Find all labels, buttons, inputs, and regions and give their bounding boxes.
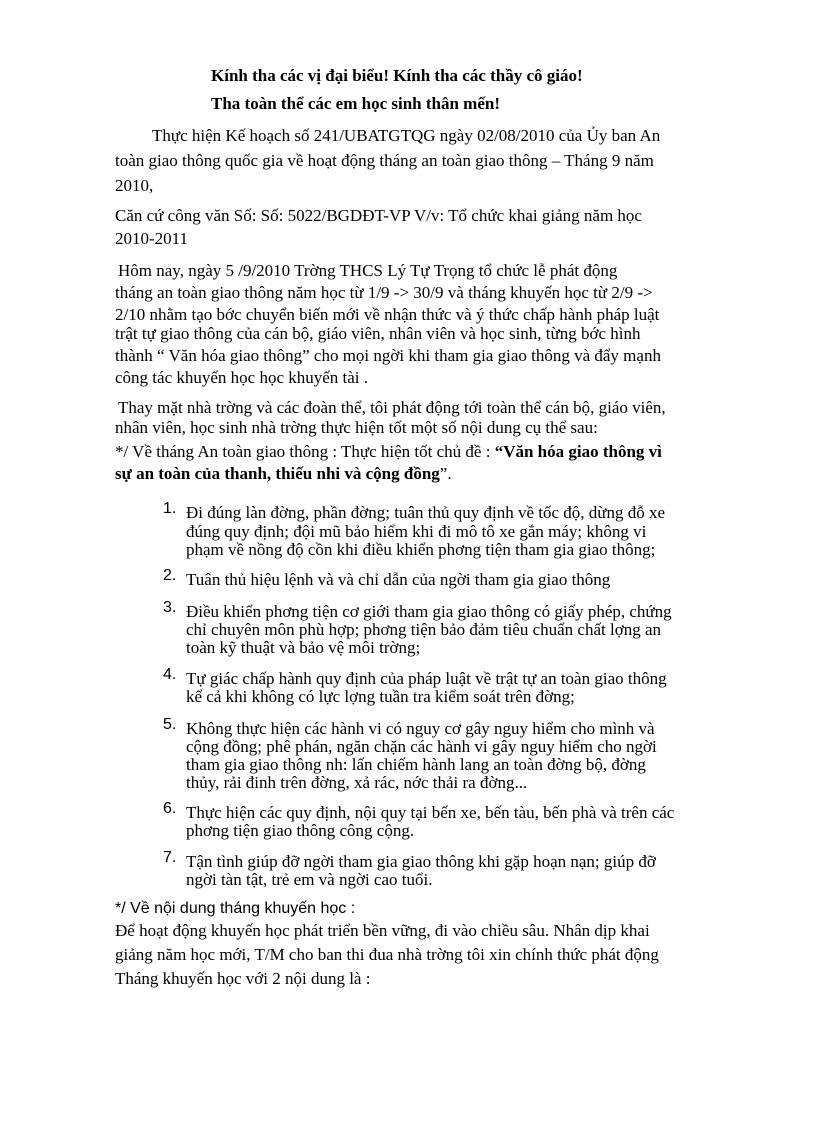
list-item-text: chỉ chuyên môn phù hợp; phơng tiện bảo đảm tiêu chuẩn chất lợng an <box>186 620 661 639</box>
safety-month-theme-start: “Văn hóa giao thông vì <box>494 442 662 461</box>
list-item-number: 6. <box>163 800 177 817</box>
list-item-text: thủy, rải đinh trên đờng, xả rác, nớc thải ra đờng... <box>186 773 528 792</box>
intro-line-3: 2010, <box>115 176 154 195</box>
basis-line-1: Căn cứ công văn Số: Số: 5022/BGDĐT-VP V/v: Tổ chức khai giảng năm học <box>115 206 642 225</box>
behalf-line-2: nhân viên, học sinh nhà trờng thực hiện tốt một số nội dung cụ thể sau: <box>115 418 598 437</box>
list-item-text: tham gia giao thông nh: lấn chiếm hành lang an toàn đờng bộ, đờng <box>186 755 646 774</box>
list-item-text: Thực hiện các quy định, nội quy tại bến xe, bến tàu, bến phà và trên các <box>186 803 675 822</box>
today-line-6: công tác khuyến học học khuyến tài . <box>115 368 369 387</box>
today-line-4: trật tự giao thông của cán bộ, giáo viên, nhân viên và học sinh, từng bớc hình <box>115 324 641 343</box>
today-line-1: Hôm nay, ngày 5 /9/2010 Trờng THCS Lý Tự Trọng tổ chức lễ phát động <box>118 261 618 280</box>
greeting-line-2: Tha toàn thể các em học sinh thân mến! <box>211 94 501 113</box>
list-item-text: Tuân thủ hiệu lệnh và và chỉ dẫn của ngời tham gia giao thông <box>186 570 611 589</box>
list-item-text: kể cả khi không có lực lợng tuần tra kiểm soát trên đờng; <box>186 687 575 706</box>
list-item-text: toàn kỹ thuật và bảo vệ môi trờng; <box>186 638 421 657</box>
safety-month-prefix: */ Về tháng An toàn giao thông : Thực hiện tốt chủ đề : <box>115 442 495 461</box>
list-item-number: 5. <box>163 716 177 733</box>
list-item-text: Điều khiển phơng tiện cơ giới tham gia giao thông có giấy phép, chứng <box>186 602 672 621</box>
basis-line-2: 2010-2011 <box>115 229 189 248</box>
greeting-line-1: Kính tha các vị đại biểu! Kính tha các thầy cô giáo! <box>211 66 583 85</box>
intro-line-2: toàn giao thông quốc gia về hoạt động tháng an toàn giao thông – Tháng 9 năm <box>115 151 654 170</box>
list-item-number: 3. <box>163 599 177 616</box>
list-item-number: 1. <box>163 500 177 517</box>
today-line-5: thành “ Văn hóa giao thông” cho mọi ngời khi tham gia giao thông và đẩy mạnh <box>115 346 661 365</box>
intro-line-1: Thực hiện Kế hoạch số 241/UBATGTQG ngày 02/08/2010 của Ủy ban An <box>152 126 661 145</box>
list-item-text: cộng đồng; phê phán, ngăn chặn các hành vi gây nguy hiểm cho ngời <box>186 737 657 756</box>
safety-month-line-2 <box>115 464 452 484</box>
list-item-text: Tận tình giúp đỡ ngời tham gia giao thông khi gặp hoạn nạn; giúp đỡ <box>186 852 656 871</box>
study-line-3: Tháng khuyến học với 2 nội dung là : <box>115 969 371 988</box>
list-item-text: phơng tiện giao thông công cộng. <box>186 821 415 840</box>
list-item-number: 7. <box>163 849 177 866</box>
safety-month-line-1 <box>115 442 662 462</box>
today-line-2: tháng an toàn giao thông năm học từ 1/9 -> 30/9 và tháng khuyến học từ 2/9 -> <box>115 283 653 302</box>
list-item-text: phạm về nồng độ cồn khi điều khiển phơng tiện tham gia giao thông; <box>186 540 656 559</box>
today-line-3: 2/10 nhằm tạo bớc chuyển biến mới về nhận thức và ý thức chấp hành pháp luật <box>115 305 660 324</box>
list-item-text: ngời tàn tật, trẻ em và ngời cao tuổi. <box>186 870 433 889</box>
list-item-text: đúng quy định; đội mũ bảo hiểm khi đi mô tô xe gắn máy; không vi <box>186 522 647 541</box>
safety-month-theme-end: sự an toàn của thanh, thiếu nhi và cộng đồng <box>115 464 440 483</box>
behalf-line-1: Thay mặt nhà trờng và các đoàn thể, tôi phát động tới toàn thể cán bộ, giáo viên, <box>118 398 666 417</box>
list-item-text: Tự giác chấp hành quy định của pháp luật về trật tự an toàn giao thông <box>186 669 667 688</box>
list-item-number: 2. <box>163 567 177 584</box>
safety-month-suffix: ”. <box>439 464 452 483</box>
study-line-1: Để hoạt động khuyến học phát triển bền vững, đi vào chiều sâu. Nhân dịp khai <box>115 921 650 940</box>
study-section-heading: */ Về nội dung tháng khuyến học : <box>115 900 356 917</box>
list-item-text: Không thực hiện các hành vi có nguy cơ gây nguy hiểm cho mình và <box>186 719 655 738</box>
list-item-number: 4. <box>163 666 177 683</box>
list-item-text: Đi đúng làn đờng, phần đờng; tuân thủ quy định về tốc độ, dừng đỗ xe <box>186 503 666 522</box>
study-line-2: giảng năm học mới, T/M cho ban thi đua nhà trờng tôi xin chính thức phát động <box>115 945 659 964</box>
